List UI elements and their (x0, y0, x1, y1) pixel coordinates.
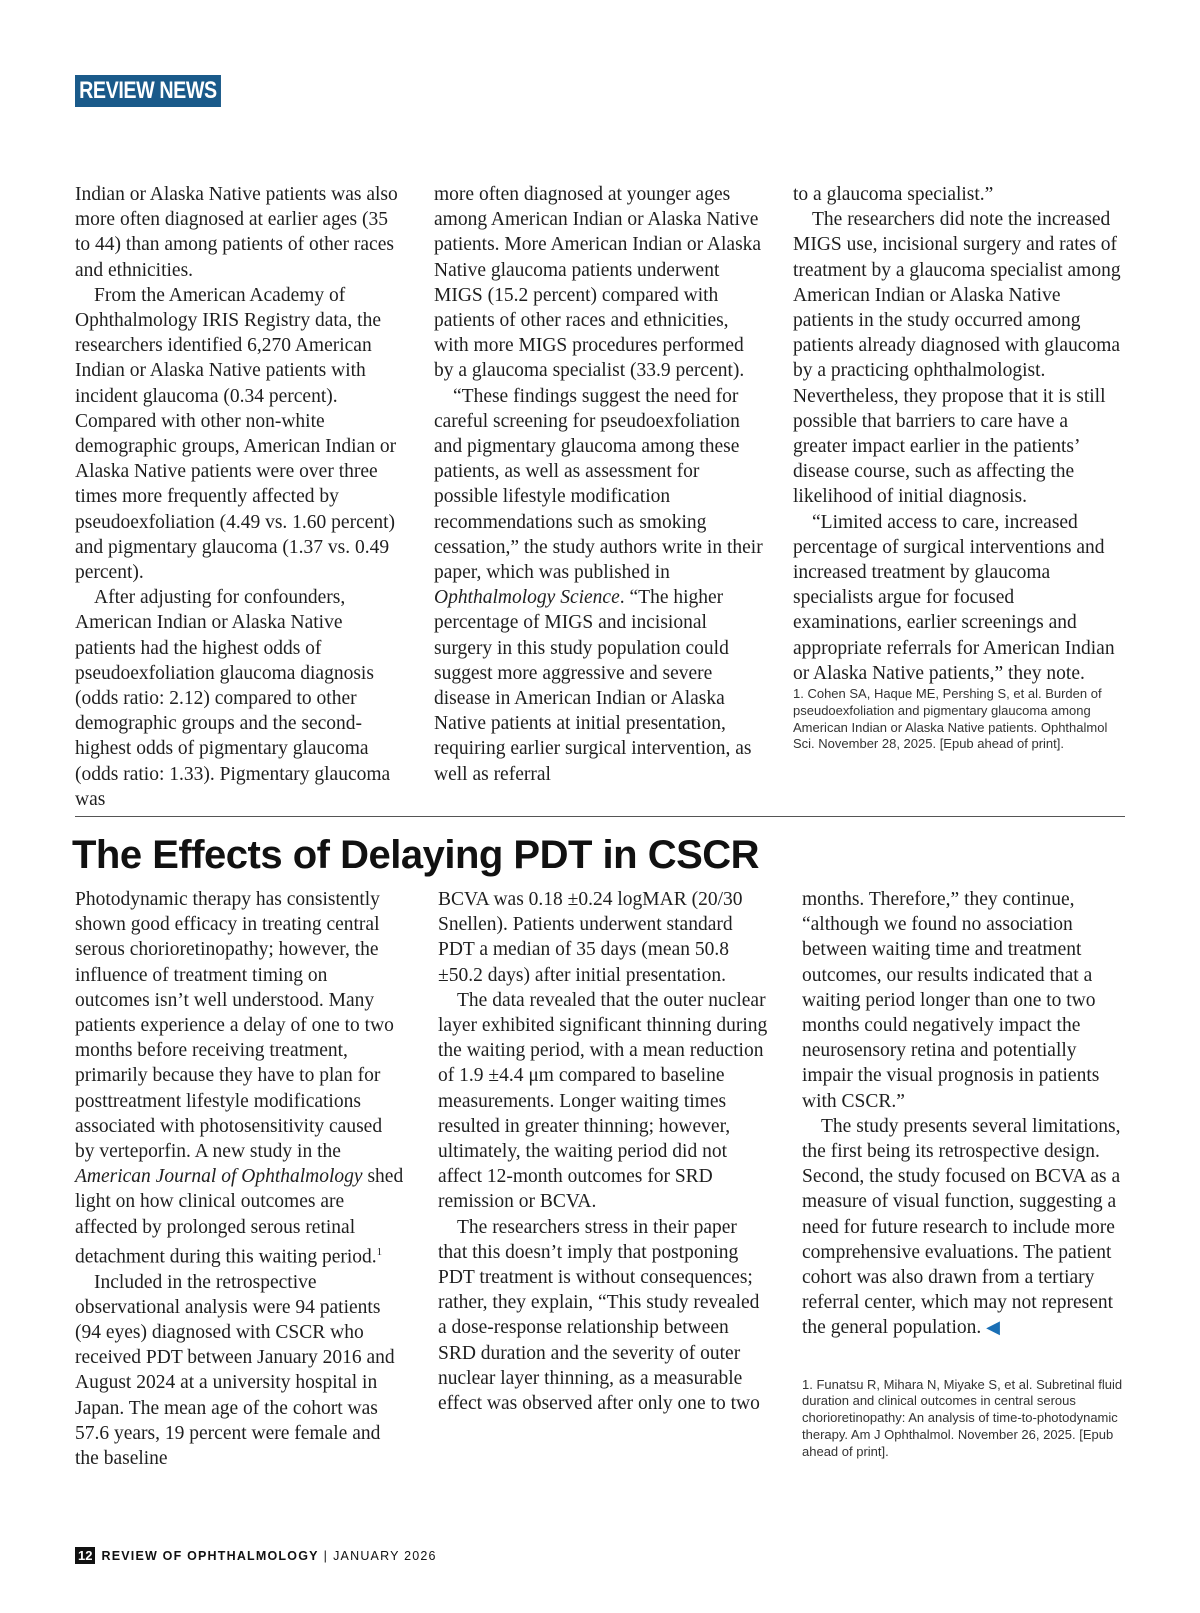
footnote-marker: 1 (376, 1245, 383, 1258)
paragraph: After adjusting for confounders, American Indian or Alaska Native patients had the highest odds of pseudoexfoliation glaucoma diagnosis (odds ratio: 2.12) compared to other demographic groups and the second-highest odds of pigmentary glaucoma (odds ratio: 1.33). Pigmentary glaucoma was (75, 587, 391, 810)
paragraph: BCVA was 0.18 ±0.24 logMAR (20/30 Snellen). Patients underwent standard PDT a median of 35 days (mean 50.8 ±50.2 days) after initial presentation. (438, 889, 743, 986)
paragraph-text: . “The higher percentage of MIGS and incisional surgery in this study population could suggest more aggressive and severe disease in American Indian or Alaska Native patients at initial presentation, requiring earlier surgical intervention, as well as referral (434, 587, 752, 785)
article-headline: The Effects of Delaying PDT in CSCR (72, 833, 760, 877)
page-number: 12 (75, 1547, 95, 1564)
paragraph: more often diagnosed at younger ages among American Indian or Alaska Native patients. More American Indian or Alaska Native glaucoma patients underwent MIGS (15.2 percent) compared with patients of other races and ethnicities, with more MIGS procedures performed by a glaucoma specialist (33.9 percent). (434, 184, 762, 382)
paragraph (75, 887, 405, 1270)
page-footer (75, 1547, 437, 1564)
article2-column-2 (438, 887, 768, 1416)
paragraph (802, 1114, 1132, 1341)
article1-column-1 (75, 182, 405, 812)
paragraph-text: shed light on how clinical outcomes are affected by prolonged serous retinal detachment during this waiting period. (75, 1166, 404, 1268)
issue-date: JANUARY 2026 (333, 1548, 437, 1563)
article1-column-2 (434, 182, 764, 787)
paragraph: The data revealed that the outer nuclear layer exhibited significant thinning during the waiting period, with a mean reduction of 1.9 ±4.4 μm compared to baseline measurements. Longer waiting times resulted in greater thinning; however, ultimately, the waiting period did not affect 12-month outcomes for SRD remission or BCVA. (438, 989, 768, 1213)
journal-title: Ophthalmology Science (434, 587, 620, 609)
article1-column-3 (793, 182, 1123, 753)
section-badge: REVIEW NEWS (75, 75, 221, 107)
section-divider (75, 816, 1125, 817)
paragraph: to a glaucoma specialist.” (793, 184, 994, 205)
paragraph: From the American Academy of Ophthalmology IRIS Registry data, the researchers identified 6,270 American Indian or Alaska Native patients with incident glaucoma (0.34 percent). Compared with other non-white demographic groups, American Indian or Alaska Native patients were over three times more frequently affected by pseudoexfoliation (4.49 vs. 1.60 percent) and pigmentary glaucoma (1.37 vs. 0.49 percent). (75, 284, 397, 584)
journal-title: American Journal of Ophthalmology (75, 1166, 363, 1188)
paragraph: Indian or Alaska Native patients was also more often diagnosed at earlier ages (35 to 44) than among patients of other races and ethnicities. (75, 184, 398, 281)
paragraph: Included in the retrospective observational analysis were 94 patients (94 eyes) diagnosed with CSCR who received PDT between January 2016 and August 2024 at a university hospital in Japan. The mean age of the cohort was 57.6 years, 19 percent were female and the baseline (75, 1271, 395, 1469)
paragraph (434, 384, 764, 787)
reference-note: 1. Funatsu R, Mihara N, Miyake S, et al. Subretinal fluid duration and clinical outcomes in central serous chorioretinopathy: An analysis of time-to-photodynamic therapy. Am J Ophthalmol. November 26, 2025. [Epub ahead of print]. (802, 1376, 1123, 1459)
paragraph-text: Photodynamic therapy has consistently shown good efficacy in treating central serous chorioretinopathy; however, the influence of treatment timing on outcomes isn’t well understood. Many patients experience a delay of one to two months before receiving treatment, primarily because they have to plan for posttreatment lifestyle modifications associated with photosensitivity caused by verteporfin. A new study in the (75, 889, 394, 1163)
paragraph-text: “These findings suggest the need for careful screening for pseudoexfoliation and pigmentary glaucoma among these patients, as well as assessment for possible lifestyle modification recommendations such as smoking cessation,” the study authors write in their paper, which was published in (434, 385, 763, 584)
paragraph: The researchers stress in their paper that this doesn’t imply that postponing PDT treatment is without consequences; rather, they explain, “This study revealed a dose-response relationship between SRD duration and the severity of outer nuclear layer thinning, as a measurable effect was observed after only one to two (438, 1216, 760, 1415)
end-of-article-icon: ◀ (986, 1317, 1000, 1338)
paragraph: The researchers did note the increased MIGS use, incisional surgery and rates of treatment by a glaucoma specialist among American Indian or Alaska Native patients in the study occurred among patients already diagnosed with glaucoma by a practicing ophthalmologist. Nevertheless, they propose that it is still possible that barriers to care have a greater impact earlier in the patients’ disease course, such as affecting the likelihood of initial diagnosis. (793, 209, 1121, 508)
footer-separator: | (323, 1548, 329, 1563)
article2-column-3 (802, 887, 1132, 1461)
paragraph: “Limited access to care, increased percentage of surgical interventions and increased treatment by glaucoma specialists argue for focused examinations, earlier screenings and appropriate referrals for American Indian or Alaska Native patients,” they note. (793, 511, 1115, 684)
paragraph-text: The study presents several limitations, the first being its retrospective design. Second, the study focused on BCVA as a measure of visual function, suggesting a need for future research to include more comprehensive evaluations. The patient cohort was also drawn from a tertiary referral center, which may not represent the general population. (802, 1115, 1121, 1339)
reference-note: 1. Cohen SA, Haque ME, Pershing S, et al. Burden of pseudoexfoliation and pigmentary glaucoma among American Indian or Alaska Native patients. Ophthalmol Sci. November 28, 2025. [Epub ahead of print]. (793, 686, 1108, 752)
article2-column-1 (75, 887, 405, 1471)
publication-name: REVIEW OF OPHTHALMOLOGY (101, 1548, 319, 1563)
paragraph: months. Therefore,” they continue, “although we found no association between waiting time and treatment outcomes, our results indicated that a waiting period longer than one to two months could negatively impact the neurosensory retina and potentially impair the visual prognosis in patients with CSCR.” (802, 889, 1100, 1112)
